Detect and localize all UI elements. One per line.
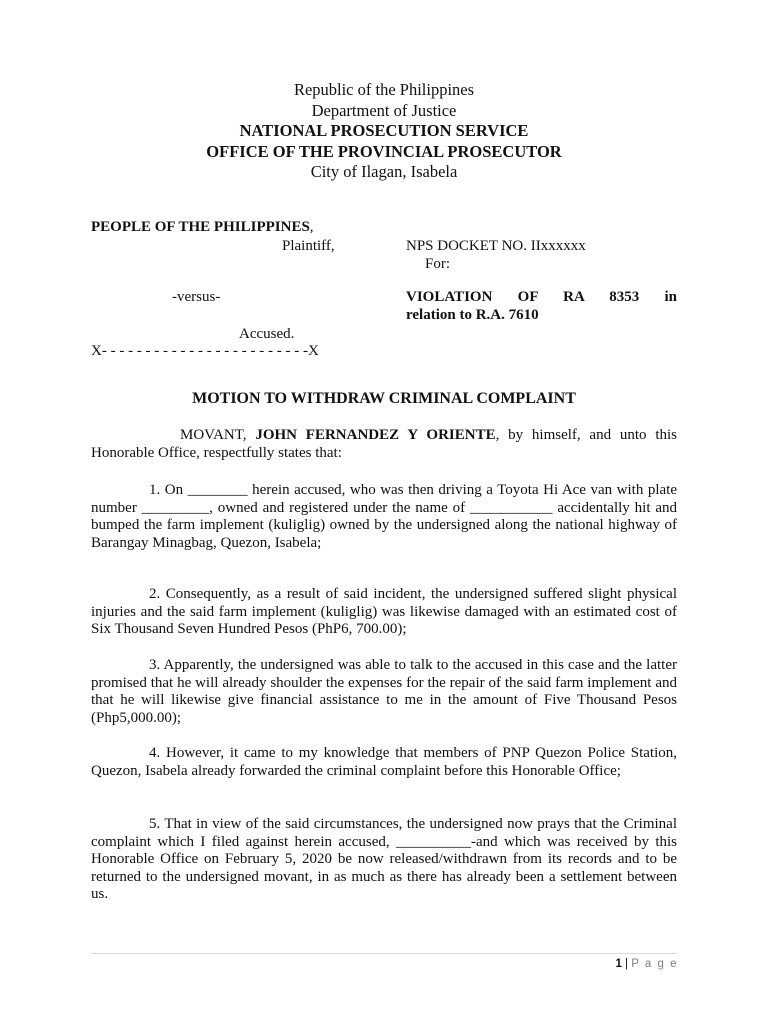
caption-violation-line1: VIOLATION OF RA 8353 in	[406, 289, 677, 305]
footer-divider	[91, 953, 677, 954]
letterhead-republic: Republic of the Philippines	[293, 80, 475, 99]
caption-versus: -versus-	[172, 289, 221, 305]
caption-plaintiff: Plaintiff,	[282, 238, 335, 254]
paragraph-2: 2. Consequently, as a result of said incident, the undersigned suffered slight physical injuries and the said farm implement (kuliglig) was likewise damaged with an estimated cost of Six Thousand Seven Hundred Pesos (PhP6, 700.00);	[91, 586, 677, 637]
caption-party: PEOPLE OF THE PHILIPPINES,	[91, 219, 314, 235]
caption-accused: Accused.	[239, 326, 295, 342]
intro-paragraph	[91, 427, 677, 462]
paragraph-1: 1. On ________ herein accused, who was then driving a Toyota Hi Ace van with plate number _________, owned and registered under the name of ___________ accidentally hit and bumped the farm implement (kuliglig) owned by the undersigned along the national highway of Barangay Minagbag, Quezon, Isabela;	[91, 482, 677, 551]
paragraph-4: 4. However, it came to my knowledge that members of PNP Quezon Police Station, Quezon, Isabela already forwarded the criminal complaint before this Honorable Office;	[91, 745, 677, 779]
caption-for: For:	[425, 256, 451, 272]
caption-divider: X- - - - - - - - - - - - - - - - - - - - - - - -X	[91, 343, 319, 359]
intro-pre: MOVANT,	[180, 427, 256, 443]
page-number: 1	[615, 958, 622, 970]
caption-violation	[406, 289, 677, 324]
movant-name: JOHN FERNANDEZ Y ORIENTE	[255, 427, 496, 443]
page-footer	[615, 956, 678, 974]
paragraph-3: 3. Apparently, the undersigned was able to talk to the accused in this case and the latter promised that he will already shoulder the expenses for the repair of the said farm implement and that he will likewise give financial assistance to me in the amount of Five Thousand Pesos (Php5,000.00);	[91, 657, 677, 726]
document-title: MOTION TO WITHDRAW CRIMINAL COMPLAINT	[192, 390, 576, 407]
caption-docket: NPS DOCKET NO. IIxxxxxx	[406, 238, 586, 254]
letterhead-city: City of Ilagan, Isabela	[310, 162, 458, 181]
letterhead-office: OFFICE OF THE PROVINCIAL PROSECUTOR	[206, 141, 562, 161]
letterhead-department: Department of Justice	[311, 100, 457, 120]
letterhead	[0, 80, 768, 183]
paragraph-5: 5. That in view of the said circumstances, the undersigned now prays that the Criminal complaint which I filed against herein accused, __________-and which was received by this Honorable Office on February 5, 2020 be now released/withdrawn from its records and to be returned to the undersigned movant, in as much as there has already been a settlement between us.	[91, 816, 677, 902]
intro-post: , by himself, and unto this Honorable Office, respectfully states that:	[91, 427, 677, 461]
page-separator: |	[621, 958, 632, 970]
letterhead-service: NATIONAL PROSECUTION SERVICE	[239, 121, 529, 140]
page-label: P a g e	[631, 958, 678, 970]
caption-violation-line2: relation to R.A. 7610	[406, 306, 539, 323]
